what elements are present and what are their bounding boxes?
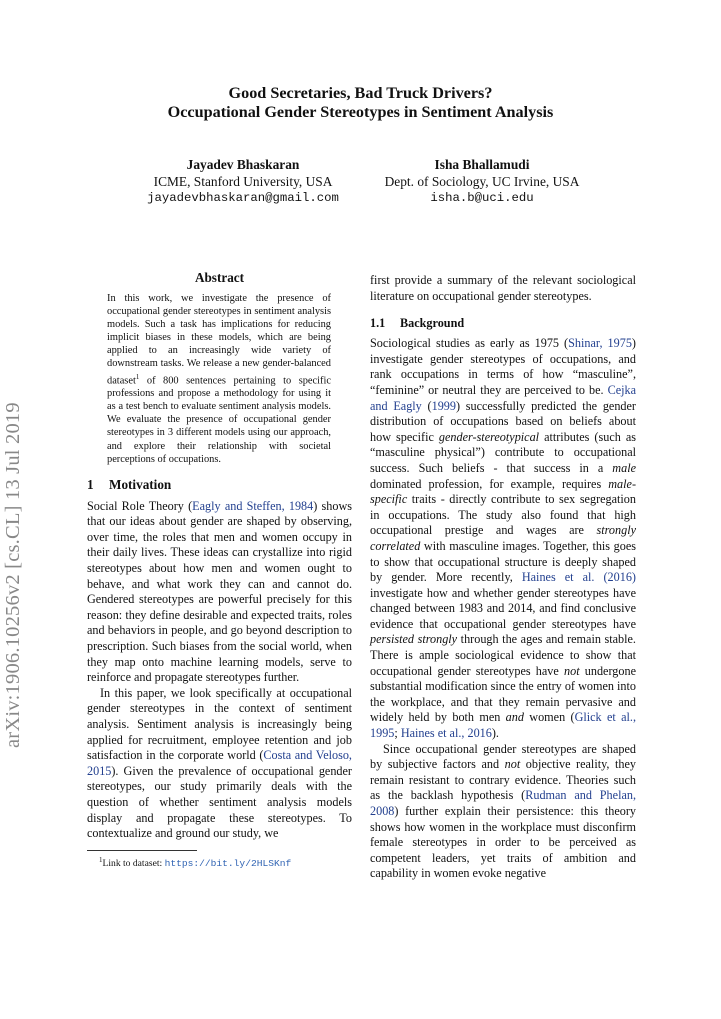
text-run: traits - directly contribute to sex segregation in occupations. The study also found that high occupational prestige and wages are	[370, 492, 636, 538]
abstract-text	[107, 292, 331, 466]
emphasis: persisted strongly	[370, 632, 458, 647]
footnote	[87, 854, 352, 870]
text-run: undergone substantial modification since the entry of women into the workplace, and that they remain pervasive and widely held by both men	[370, 663, 636, 725]
dataset-link[interactable]: https://bit.ly/2HLSKnf	[164, 857, 292, 869]
text-run: investigate how and whether gender stereotypes have changed between 1983 and 2014, and find conclusive evidence that occupational gender stereotypes have	[370, 585, 636, 631]
text-run: ). Given the prevalence of occupational gender stereotypes, our study primarily deals with the question of whether sentiment analysis models display and propagate these stereotypes. To contextualize and ground our study, we	[87, 763, 352, 841]
author-name: Jayadev Bhaskaran	[186, 157, 300, 172]
citation-link[interactable]: Glick et al., 1995	[370, 710, 636, 741]
subsection-heading	[370, 316, 636, 331]
citation-link[interactable]: Rudman and Phelan, 2008	[370, 788, 636, 818]
author-block-1	[110, 156, 376, 207]
paragraph: first provide a summary of the relevant sociological literature on occupational gender stereotypes.	[370, 273, 636, 303]
text-run: (	[421, 398, 432, 413]
abstract-part: of 800 sentences pertaining to specific professions and propose a methodology for using it as a test bench to evaluate sentiment analysis models. We evaluate the presence of occupational gender stereotypes in 3 different models using our approach, and explore their relationship with societal perceptions of occupations.	[107, 375, 331, 465]
citation-link[interactable]: Eagly and Steffen, 1984	[192, 498, 314, 513]
text-run: Sociological studies as early as 1975 (	[370, 336, 569, 351]
subsection-number: 1.1	[370, 316, 386, 331]
author-block-2	[362, 156, 602, 207]
author-name: Isha Bhallamudi	[434, 157, 530, 172]
emphasis: not	[564, 663, 580, 678]
text-run: women (	[523, 710, 575, 725]
section-heading	[87, 477, 352, 493]
subsection-title: Background	[400, 316, 465, 331]
text-run: ) investigate gender stereotypes of occupations, and rank occupations in terms of how “masculine”, “feminine” or neutral they are perceived to be.	[370, 336, 636, 397]
citation-link[interactable]: 1999	[431, 398, 456, 413]
text-run: attributes (such as “masculine physical”) contribute to occupational success. Such beliefs - that success in a	[370, 429, 636, 475]
author-email: isha.b@uci.edu	[430, 191, 534, 205]
citation-link[interactable]: Haines et al. (2016)	[521, 570, 636, 585]
abstract-heading: Abstract	[194, 270, 245, 285]
text-run: Since occupational gender stereotypes are shaped by subjective factors and	[370, 741, 636, 772]
footnote-divider	[87, 850, 197, 851]
title-line-2: Occupational Gender Stereotypes in Sentiment Analysis	[167, 103, 554, 121]
section-number: 1	[87, 476, 94, 492]
text-run: ;	[394, 726, 401, 741]
paragraph	[370, 336, 636, 741]
text-run: ).	[491, 726, 499, 741]
emphasis: gender-stereotypical	[438, 429, 540, 444]
text-run: ) further explain their persistence: this theory shows how women in the workplace must disconfirm female stereotypes in order to be perceived as competent leaders, yet traits of ambition and capability in women evoke negative	[370, 804, 636, 881]
paragraph	[87, 499, 352, 686]
section-title: Motivation	[109, 476, 172, 492]
text-run: objective reality, they remain resistant to contrary evidence. Theories such as the backlash hypothesis (	[370, 757, 636, 803]
text-run: In this paper, we look specifically at occupational gender stereotypes in the context of sentiment analysis. Sentiment analysis is increasingly being applied for recruitment, employee retention and job satisfaction in the corporate world (	[87, 685, 352, 763]
abstract-part: In this work, we investigate the presence of occupational gender stereotypes in sentiment analysis models. Such a task has implications for reducing implicit biases in these models, which are being applied to an increasingly wide variety of downstream tasks. We release a new gender-balanced dataset	[107, 293, 331, 387]
emphasis: and	[505, 710, 524, 725]
citation-link[interactable]: Cejka and Eagly	[370, 382, 636, 413]
footnote-mark: 1	[99, 855, 103, 864]
author-email: jayadevbhaskaran@gmail.com	[147, 191, 339, 205]
paper-title	[0, 84, 721, 122]
emphasis: male	[612, 460, 636, 475]
text-run: dominated profession, for example, requires	[370, 476, 609, 491]
footnote-marker: 1	[135, 372, 140, 381]
citation-link[interactable]: Shinar, 1975	[568, 336, 632, 351]
citation-link[interactable]: Costa and Veloso, 2015	[87, 748, 352, 778]
paragraph	[87, 686, 352, 842]
emphasis: strongly correlated	[370, 523, 636, 553]
text-run: Social Role Theory (	[87, 498, 193, 513]
right-column	[370, 273, 636, 882]
emphasis: not	[504, 757, 521, 772]
author-affiliation: ICME, Stanford University, USA	[153, 174, 333, 189]
title-line-1: Good Secretaries, Bad Truck Drivers?	[228, 84, 493, 102]
text-run: with masculine images. Together, this goes to show that occupational structure is deeply shaped by gender. More recently,	[370, 538, 636, 585]
author-affiliation: Dept. of Sociology, UC Irvine, USA	[384, 174, 580, 189]
paragraph	[370, 742, 636, 882]
text-run: ) shows that our ideas about gender are shaped by observing, over time, the roles that men and women occupy in their daily lives. These ideas can crystallize into rigid stereotypes about how men and women ought to behave, and what work they can and cannot do. Gendered stereotypes are powerful precisely for this reason: they define desirable and expected traits, roles and behaviors in people, and go beyond description to prescription. Such biases from the social world, when they map onto machine learning models, serve to reinforce and propagate stereotypes further.	[87, 498, 352, 685]
footnote-label: Link to dataset:	[102, 857, 165, 869]
arxiv-stamp: arXiv:1906.10256v2 [cs.CL] 13 Jul 2019	[2, 402, 24, 748]
emphasis: male-specific	[370, 476, 636, 507]
text-run: ) successfully predicted the gender distribution of occupations based on beliefs about how specific	[370, 398, 636, 444]
citation-link[interactable]: Haines et al., 2016	[400, 726, 492, 741]
text-run: through the ages and remain stable. There is ample sociological evidence to show that occupational gender stereotypes have	[370, 632, 636, 678]
left-column	[87, 270, 352, 870]
